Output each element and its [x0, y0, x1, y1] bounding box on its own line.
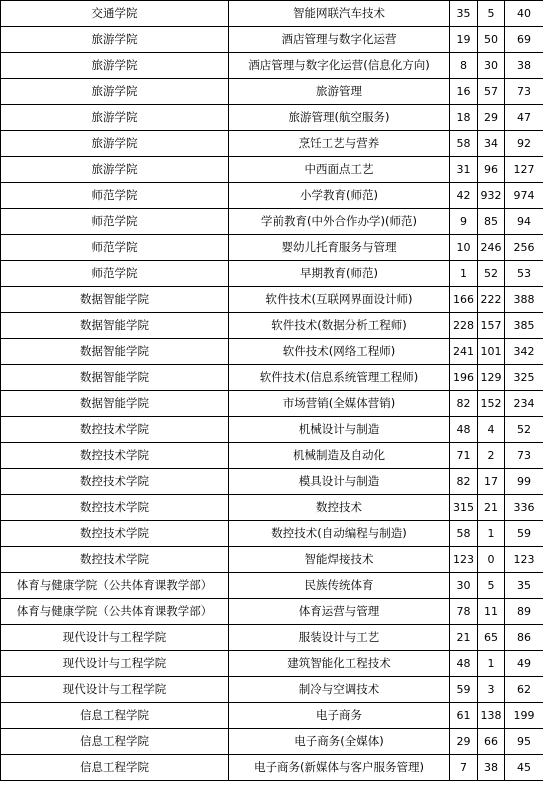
college-cell: 数控技术学院 — [1, 469, 229, 495]
count-a-cell: 29 — [450, 729, 478, 755]
major-cell: 智能网联汽车技术 — [229, 1, 450, 27]
total-cell: 62 — [505, 677, 543, 703]
total-cell: 35 — [505, 573, 543, 599]
count-a-cell: 59 — [450, 677, 478, 703]
count-b-cell: 34 — [478, 131, 505, 157]
total-cell: 47 — [505, 105, 543, 131]
count-a-cell: 241 — [450, 339, 478, 365]
count-a-cell: 82 — [450, 469, 478, 495]
count-a-cell: 21 — [450, 625, 478, 651]
total-cell: 59 — [505, 521, 543, 547]
count-a-cell: 48 — [450, 651, 478, 677]
college-cell: 数控技术学院 — [1, 495, 229, 521]
count-a-cell: 9 — [450, 209, 478, 235]
college-cell: 交通学院 — [1, 1, 229, 27]
total-cell: 199 — [505, 703, 543, 729]
total-cell: 388 — [505, 287, 543, 313]
total-cell: 234 — [505, 391, 543, 417]
table-row — [1, 651, 543, 677]
count-b-cell: 21 — [478, 495, 505, 521]
total-cell: 127 — [505, 157, 543, 183]
table-row — [1, 365, 543, 391]
count-b-cell: 5 — [478, 573, 505, 599]
table-row — [1, 573, 543, 599]
total-cell: 53 — [505, 261, 543, 287]
count-a-cell: 7 — [450, 755, 478, 781]
major-cell: 软件技术(互联网界面设计师) — [229, 287, 450, 313]
count-b-cell: 11 — [478, 599, 505, 625]
count-a-cell: 35 — [450, 1, 478, 27]
table-row — [1, 53, 543, 79]
count-b-cell: 5 — [478, 1, 505, 27]
major-cell: 体育运营与管理 — [229, 599, 450, 625]
table-row — [1, 183, 543, 209]
table-row — [1, 625, 543, 651]
major-cell: 学前教育(中外合作办学)(师范) — [229, 209, 450, 235]
count-a-cell: 61 — [450, 703, 478, 729]
total-cell: 256 — [505, 235, 543, 261]
major-cell: 智能焊接技术 — [229, 547, 450, 573]
table-row — [1, 547, 543, 573]
count-b-cell: 38 — [478, 755, 505, 781]
count-b-cell: 85 — [478, 209, 505, 235]
college-cell: 旅游学院 — [1, 157, 229, 183]
college-cell: 现代设计与工程学院 — [1, 651, 229, 677]
college-cell: 信息工程学院 — [1, 703, 229, 729]
count-b-cell: 0 — [478, 547, 505, 573]
table-row — [1, 495, 543, 521]
count-b-cell: 96 — [478, 157, 505, 183]
table-body — [1, 1, 543, 781]
total-cell: 89 — [505, 599, 543, 625]
major-cell: 旅游管理(航空服务) — [229, 105, 450, 131]
college-cell: 旅游学院 — [1, 27, 229, 53]
table-row — [1, 235, 543, 261]
count-b-cell: 29 — [478, 105, 505, 131]
count-a-cell: 42 — [450, 183, 478, 209]
college-cell: 体育与健康学院（公共体育课教学部） — [1, 573, 229, 599]
count-b-cell: 222 — [478, 287, 505, 313]
major-cell: 制冷与空调技术 — [229, 677, 450, 703]
total-cell: 974 — [505, 183, 543, 209]
count-a-cell: 48 — [450, 417, 478, 443]
college-cell: 师范学院 — [1, 209, 229, 235]
count-b-cell: 1 — [478, 521, 505, 547]
total-cell: 38 — [505, 53, 543, 79]
total-cell: 73 — [505, 79, 543, 105]
table-row — [1, 521, 543, 547]
count-a-cell: 19 — [450, 27, 478, 53]
major-cell: 机械制造及自动化 — [229, 443, 450, 469]
count-b-cell: 157 — [478, 313, 505, 339]
count-a-cell: 228 — [450, 313, 478, 339]
college-cell: 师范学院 — [1, 183, 229, 209]
count-b-cell: 101 — [478, 339, 505, 365]
college-cell: 数据智能学院 — [1, 339, 229, 365]
table-row — [1, 677, 543, 703]
count-a-cell: 315 — [450, 495, 478, 521]
major-cell: 数控技术(自动编程与制造) — [229, 521, 450, 547]
college-cell: 旅游学院 — [1, 131, 229, 157]
college-cell: 数据智能学院 — [1, 287, 229, 313]
table-row — [1, 703, 543, 729]
major-cell: 服装设计与工艺 — [229, 625, 450, 651]
major-cell: 软件技术(信息系统管理工程师) — [229, 365, 450, 391]
major-cell: 旅游管理 — [229, 79, 450, 105]
college-cell: 信息工程学院 — [1, 755, 229, 781]
table-row — [1, 287, 543, 313]
college-cell: 数据智能学院 — [1, 313, 229, 339]
table-row — [1, 79, 543, 105]
table-row — [1, 443, 543, 469]
count-a-cell: 196 — [450, 365, 478, 391]
major-cell: 早期教育(师范) — [229, 261, 450, 287]
count-b-cell: 50 — [478, 27, 505, 53]
count-a-cell: 78 — [450, 599, 478, 625]
count-a-cell: 31 — [450, 157, 478, 183]
college-cell: 数控技术学院 — [1, 417, 229, 443]
count-a-cell: 10 — [450, 235, 478, 261]
count-a-cell: 58 — [450, 521, 478, 547]
count-b-cell: 3 — [478, 677, 505, 703]
table-row — [1, 599, 543, 625]
count-b-cell: 2 — [478, 443, 505, 469]
table-row — [1, 339, 543, 365]
table-row — [1, 469, 543, 495]
table-row — [1, 417, 543, 443]
major-cell: 酒店管理与数字化运营 — [229, 27, 450, 53]
major-cell: 烹饪工艺与营养 — [229, 131, 450, 157]
college-cell: 师范学院 — [1, 235, 229, 261]
total-cell: 336 — [505, 495, 543, 521]
college-cell: 数控技术学院 — [1, 521, 229, 547]
table-row — [1, 391, 543, 417]
major-cell: 软件技术(网络工程师) — [229, 339, 450, 365]
major-cell: 婴幼儿托育服务与管理 — [229, 235, 450, 261]
total-cell: 385 — [505, 313, 543, 339]
major-cell: 小学教育(师范) — [229, 183, 450, 209]
major-cell: 电子商务 — [229, 703, 450, 729]
count-a-cell: 18 — [450, 105, 478, 131]
total-cell: 95 — [505, 729, 543, 755]
college-cell: 信息工程学院 — [1, 729, 229, 755]
table-row — [1, 1, 543, 27]
count-a-cell: 166 — [450, 287, 478, 313]
college-cell: 数控技术学院 — [1, 443, 229, 469]
count-a-cell: 123 — [450, 547, 478, 573]
total-cell: 94 — [505, 209, 543, 235]
total-cell: 99 — [505, 469, 543, 495]
major-cell: 模具设计与制造 — [229, 469, 450, 495]
count-b-cell: 65 — [478, 625, 505, 651]
count-a-cell: 16 — [450, 79, 478, 105]
count-b-cell: 52 — [478, 261, 505, 287]
major-cell: 建筑智能化工程技术 — [229, 651, 450, 677]
total-cell: 69 — [505, 27, 543, 53]
table-row — [1, 131, 543, 157]
table-row — [1, 755, 543, 781]
count-a-cell: 82 — [450, 391, 478, 417]
major-cell: 电子商务(新媒体与客户服务管理) — [229, 755, 450, 781]
count-b-cell: 246 — [478, 235, 505, 261]
count-b-cell: 1 — [478, 651, 505, 677]
college-cell: 现代设计与工程学院 — [1, 677, 229, 703]
college-cell: 旅游学院 — [1, 53, 229, 79]
college-cell: 数控技术学院 — [1, 547, 229, 573]
table-row — [1, 261, 543, 287]
count-b-cell: 138 — [478, 703, 505, 729]
college-cell: 体育与健康学院（公共体育课教学部） — [1, 599, 229, 625]
major-cell: 中西面点工艺 — [229, 157, 450, 183]
major-cell: 民族传统体育 — [229, 573, 450, 599]
total-cell: 342 — [505, 339, 543, 365]
count-b-cell: 30 — [478, 53, 505, 79]
table-row — [1, 209, 543, 235]
major-cell: 软件技术(数据分析工程师) — [229, 313, 450, 339]
count-b-cell: 66 — [478, 729, 505, 755]
table-row — [1, 157, 543, 183]
total-cell: 49 — [505, 651, 543, 677]
count-a-cell: 1 — [450, 261, 478, 287]
major-cell: 电子商务(全媒体) — [229, 729, 450, 755]
count-b-cell: 17 — [478, 469, 505, 495]
college-cell: 旅游学院 — [1, 79, 229, 105]
count-b-cell: 4 — [478, 417, 505, 443]
total-cell: 325 — [505, 365, 543, 391]
count-a-cell: 71 — [450, 443, 478, 469]
count-a-cell: 30 — [450, 573, 478, 599]
major-cell: 市场营销(全媒体营销) — [229, 391, 450, 417]
total-cell: 73 — [505, 443, 543, 469]
major-cell: 机械设计与制造 — [229, 417, 450, 443]
major-cell: 酒店管理与数字化运营(信息化方向) — [229, 53, 450, 79]
total-cell: 52 — [505, 417, 543, 443]
total-cell: 92 — [505, 131, 543, 157]
table-row — [1, 105, 543, 131]
college-cell: 旅游学院 — [1, 105, 229, 131]
college-cell: 数据智能学院 — [1, 391, 229, 417]
college-cell: 现代设计与工程学院 — [1, 625, 229, 651]
total-cell: 86 — [505, 625, 543, 651]
count-a-cell: 8 — [450, 53, 478, 79]
table-row — [1, 27, 543, 53]
college-cell: 数据智能学院 — [1, 365, 229, 391]
college-cell: 师范学院 — [1, 261, 229, 287]
total-cell: 123 — [505, 547, 543, 573]
table-row — [1, 729, 543, 755]
count-b-cell: 932 — [478, 183, 505, 209]
count-b-cell: 129 — [478, 365, 505, 391]
count-a-cell: 58 — [450, 131, 478, 157]
table-row — [1, 313, 543, 339]
total-cell: 40 — [505, 1, 543, 27]
count-b-cell: 57 — [478, 79, 505, 105]
major-cell: 数控技术 — [229, 495, 450, 521]
count-b-cell: 152 — [478, 391, 505, 417]
total-cell: 45 — [505, 755, 543, 781]
